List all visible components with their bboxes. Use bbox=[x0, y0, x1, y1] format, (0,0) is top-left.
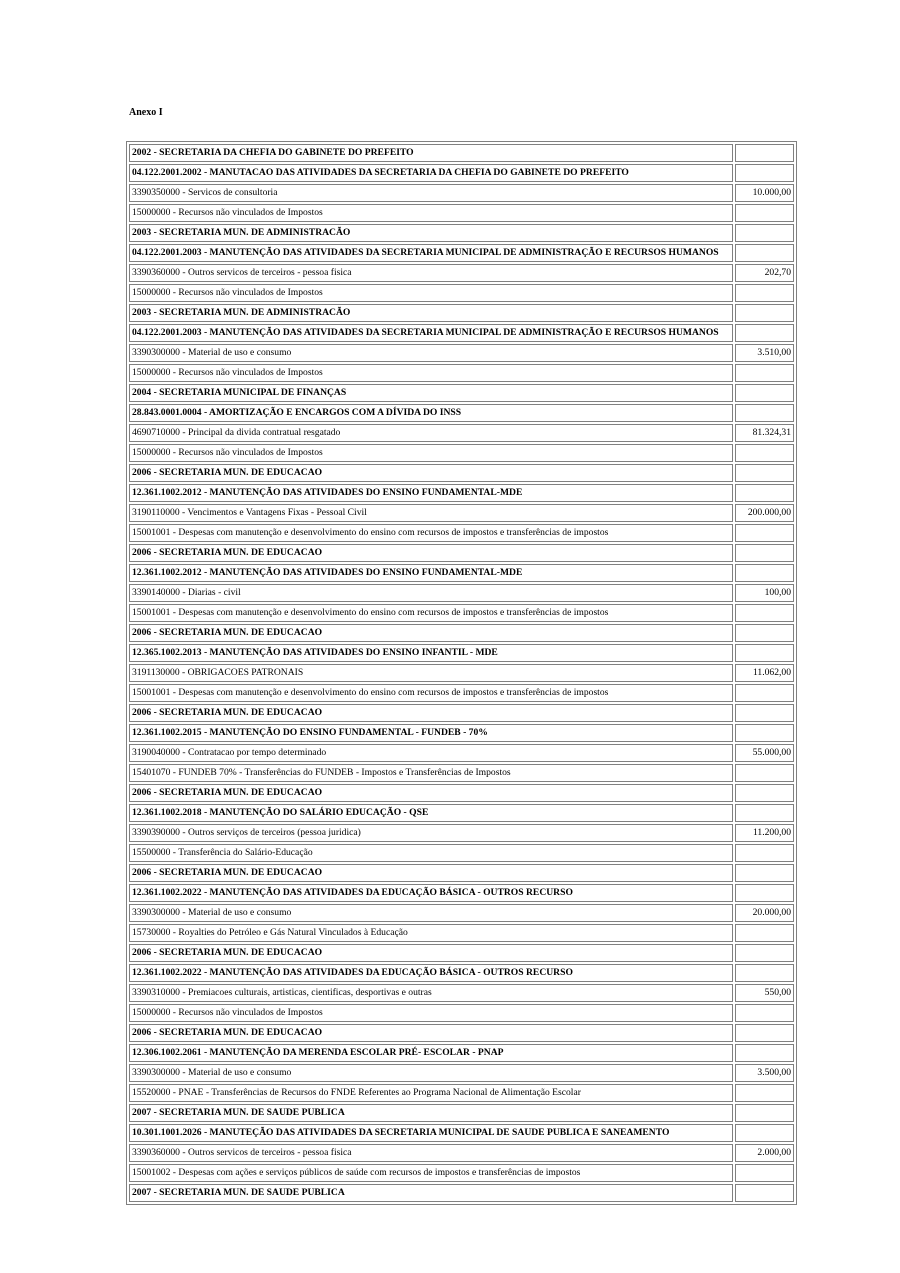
row-description: 3190040000 - Contratacao por tempo determinado bbox=[129, 744, 733, 762]
row-description: 2003 - SECRETARIA MUN. DE ADMINISTRACÃO bbox=[129, 224, 733, 242]
row-amount: 200.000,00 bbox=[735, 504, 794, 522]
row-description: 2006 - SECRETARIA MUN. DE EDUCACAO bbox=[129, 1024, 733, 1042]
row-amount: 20.000,00 bbox=[735, 904, 794, 922]
row-amount bbox=[735, 684, 794, 702]
row-description: 12.361.1002.2018 - MANUTENÇÃO DO SALÁRIO EDUCAÇÃO - QSE bbox=[129, 804, 733, 822]
row-amount: 11.200,00 bbox=[735, 824, 794, 842]
row-description: 2006 - SECRETARIA MUN. DE EDUCACAO bbox=[129, 864, 733, 882]
row-amount: 3.510,00 bbox=[735, 344, 794, 362]
table-row bbox=[129, 1004, 794, 1022]
table-row-header bbox=[129, 464, 794, 482]
row-description: 15520000 - PNAE - Transferências de Recursos do FNDE Referentes ao Programa Nacional de Alimentação Escolar bbox=[129, 1084, 733, 1102]
table-row bbox=[129, 264, 794, 282]
row-description: 3390390000 - Outros serviços de terceiros (pessoa juridica) bbox=[129, 824, 733, 842]
row-amount bbox=[735, 844, 794, 862]
row-description: 15730000 - Royalties do Petróleo e Gás Natural Vinculados à Educação bbox=[129, 924, 733, 942]
table-row-header bbox=[129, 724, 794, 742]
row-amount bbox=[735, 164, 794, 182]
row-amount bbox=[735, 864, 794, 882]
row-amount bbox=[735, 224, 794, 242]
row-amount bbox=[735, 924, 794, 942]
row-amount bbox=[735, 524, 794, 542]
row-description: 3390140000 - Diarias - civil bbox=[129, 584, 733, 602]
table-row bbox=[129, 1064, 794, 1082]
table-row-header bbox=[129, 304, 794, 322]
row-description: 10.301.1001.2026 - MANUTEÇÃO DAS ATIVIDADES DA SECRETARIA MUNICIPAL DE SAUDE PUBLICA E SANEAMENTO bbox=[129, 1124, 733, 1142]
table-row-header bbox=[129, 324, 794, 342]
row-description: 15001002 - Despesas com ações e serviços públicos de saúde com recursos de impostos e transferências de impostos bbox=[129, 1164, 733, 1182]
row-amount bbox=[735, 1044, 794, 1062]
row-description: 3390300000 - Material de uso e consumo bbox=[129, 904, 733, 922]
row-description: 3390360000 - Outros servicos de terceiros - pessoa fisica bbox=[129, 1144, 733, 1162]
table-row-header bbox=[129, 404, 794, 422]
row-amount bbox=[735, 204, 794, 222]
row-amount: 10.000,00 bbox=[735, 184, 794, 202]
row-amount bbox=[735, 784, 794, 802]
table-row bbox=[129, 1164, 794, 1182]
table-row bbox=[129, 504, 794, 522]
row-description: 15000000 - Recursos não vinculados de Impostos bbox=[129, 444, 733, 462]
row-amount bbox=[735, 384, 794, 402]
row-description: 2006 - SECRETARIA MUN. DE EDUCACAO bbox=[129, 784, 733, 802]
table-row bbox=[129, 524, 794, 542]
row-amount bbox=[735, 1024, 794, 1042]
table-row bbox=[129, 1144, 794, 1162]
row-description: 2006 - SECRETARIA MUN. DE EDUCACAO bbox=[129, 624, 733, 642]
row-description: 28.843.0001.0004 - AMORTIZAÇÃO E ENCARGOS COM A DÍVIDA DO INSS bbox=[129, 404, 733, 422]
table-row-header bbox=[129, 484, 794, 502]
row-description: 15000000 - Recursos não vinculados de Impostos bbox=[129, 204, 733, 222]
table-row-header bbox=[129, 244, 794, 262]
row-description: 2006 - SECRETARIA MUN. DE EDUCACAO bbox=[129, 544, 733, 562]
table-row bbox=[129, 824, 794, 842]
row-amount bbox=[735, 544, 794, 562]
table-row bbox=[129, 844, 794, 862]
row-amount bbox=[735, 724, 794, 742]
table-row-header bbox=[129, 1044, 794, 1062]
row-amount: 11.062,00 bbox=[735, 664, 794, 682]
row-amount bbox=[735, 604, 794, 622]
table-row bbox=[129, 904, 794, 922]
table-row bbox=[129, 764, 794, 782]
row-description: 2007 - SECRETARIA MUN. DE SAUDE PUBLICA bbox=[129, 1104, 733, 1122]
table-row bbox=[129, 604, 794, 622]
table-row-header bbox=[129, 1024, 794, 1042]
table-row-header bbox=[129, 224, 794, 242]
row-description: 3390360000 - Outros servicos de terceiros - pessoa fisica bbox=[129, 264, 733, 282]
row-amount bbox=[735, 284, 794, 302]
table-row bbox=[129, 284, 794, 302]
row-description: 2007 - SECRETARIA MUN. DE SAUDE PUBLICA bbox=[129, 1184, 733, 1202]
row-amount bbox=[735, 1164, 794, 1182]
row-description: 2006 - SECRETARIA MUN. DE EDUCACAO bbox=[129, 704, 733, 722]
row-description: 2004 - SECRETARIA MUNICIPAL DE FINANÇAS bbox=[129, 384, 733, 402]
table-row-header bbox=[129, 164, 794, 182]
table-row-header bbox=[129, 864, 794, 882]
row-amount: 100,00 bbox=[735, 584, 794, 602]
row-description: 15001001 - Despesas com manutenção e desenvolvimento do ensino com recursos de impostos e transferências de impostos bbox=[129, 684, 733, 702]
row-amount bbox=[735, 964, 794, 982]
row-amount bbox=[735, 304, 794, 322]
table-row-header bbox=[129, 1104, 794, 1122]
row-description: 12.361.1002.2022 - MANUTENÇÃO DAS ATIVIDADES DA EDUCAÇÃO BÁSICA - OUTROS RECURSO bbox=[129, 884, 733, 902]
row-description: 12.361.1002.2015 - MANUTENÇÃO DO ENSINO FUNDAMENTAL - FUNDEB - 70% bbox=[129, 724, 733, 742]
table-row-header bbox=[129, 964, 794, 982]
row-description: 15500000 - Transferência do Salário-Educação bbox=[129, 844, 733, 862]
row-description: 15000000 - Recursos não vinculados de Impostos bbox=[129, 1004, 733, 1022]
table-row bbox=[129, 584, 794, 602]
table-row bbox=[129, 184, 794, 202]
row-amount bbox=[735, 804, 794, 822]
row-amount bbox=[735, 464, 794, 482]
table-row-header bbox=[129, 784, 794, 802]
row-description: 12.361.1002.2022 - MANUTENÇÃO DAS ATIVIDADES DA EDUCAÇÃO BÁSICA - OUTROS RECURSO bbox=[129, 964, 733, 982]
row-amount bbox=[735, 1184, 794, 1202]
row-description: 04.122.2001.2003 - MANUTENÇÃO DAS ATIVIDADES DA SECRETARIA MUNICIPAL DE ADMINISTRAÇÃO E RECURSOS HUMANOS bbox=[129, 324, 733, 342]
row-description: 04.122.2001.2002 - MANUTACAO DAS ATIVIDADES DA SECRETARIA DA CHEFIA DO GABINETE DO PREFEITO bbox=[129, 164, 733, 182]
row-description: 15001001 - Despesas com manutenção e desenvolvimento do ensino com recursos de impostos e transferências de impostos bbox=[129, 524, 733, 542]
row-amount bbox=[735, 244, 794, 262]
table-row bbox=[129, 444, 794, 462]
row-amount bbox=[735, 144, 794, 162]
table-row bbox=[129, 364, 794, 382]
table-row-header bbox=[129, 944, 794, 962]
table-row-header bbox=[129, 624, 794, 642]
table-row-header bbox=[129, 1184, 794, 1202]
row-description: 15001001 - Despesas com manutenção e desenvolvimento do ensino com recursos de impostos e transferências de impostos bbox=[129, 604, 733, 622]
row-description: 12.361.1002.2012 - MANUTENÇÃO DAS ATIVIDADES DO ENSINO FUNDAMENTAL-MDE bbox=[129, 484, 733, 502]
row-description: 3390300000 - Material de uso e consumo bbox=[129, 1064, 733, 1082]
row-amount: 3.500,00 bbox=[735, 1064, 794, 1082]
table-row bbox=[129, 424, 794, 442]
table-row-header bbox=[129, 884, 794, 902]
table-row bbox=[129, 684, 794, 702]
row-description: 3390310000 - Premiacoes culturais, artisticas, cientificas, desportivas e outras bbox=[129, 984, 733, 1002]
row-amount: 550,00 bbox=[735, 984, 794, 1002]
table-row-header bbox=[129, 544, 794, 562]
row-description: 04.122.2001.2003 - MANUTENÇÃO DAS ATIVIDADES DA SECRETARIA MUNICIPAL DE ADMINISTRAÇÃO E RECURSOS HUMANOS bbox=[129, 244, 733, 262]
row-amount: 81.324,31 bbox=[735, 424, 794, 442]
row-description: 2006 - SECRETARIA MUN. DE EDUCACAO bbox=[129, 464, 733, 482]
row-amount: 2.000,00 bbox=[735, 1144, 794, 1162]
row-description: 4690710000 - Principal da divida contratual resgatado bbox=[129, 424, 733, 442]
row-description: 3191130000 - OBRIGACOES PATRONAIS bbox=[129, 664, 733, 682]
table-row bbox=[129, 744, 794, 762]
row-description: 12.361.1002.2012 - MANUTENÇÃO DAS ATIVIDADES DO ENSINO FUNDAMENTAL-MDE bbox=[129, 564, 733, 582]
row-description: 3390350000 - Servicos de consultoria bbox=[129, 184, 733, 202]
row-amount bbox=[735, 764, 794, 782]
table-row-header bbox=[129, 804, 794, 822]
table-row-header bbox=[129, 644, 794, 662]
row-amount bbox=[735, 624, 794, 642]
budget-table-body bbox=[129, 144, 794, 1202]
row-amount bbox=[735, 1084, 794, 1102]
page-heading: Anexo I bbox=[129, 107, 163, 118]
row-amount bbox=[735, 884, 794, 902]
row-description: 12.365.1002.2013 - MANUTENÇÃO DAS ATIVIDADES DO ENSINO INFANTIL - MDE bbox=[129, 644, 733, 662]
row-description: 15000000 - Recursos não vinculados de Impostos bbox=[129, 364, 733, 382]
row-amount bbox=[735, 1004, 794, 1022]
table-row-header bbox=[129, 1124, 794, 1142]
row-description: 2002 - SECRETARIA DA CHEFIA DO GABINETE DO PREFEITO bbox=[129, 144, 733, 162]
row-amount bbox=[735, 444, 794, 462]
table-row-header bbox=[129, 704, 794, 722]
row-amount bbox=[735, 404, 794, 422]
table-row-header bbox=[129, 384, 794, 402]
row-description: 3190110000 - Vencimentos e Vantagens Fixas - Pessoal Civil bbox=[129, 504, 733, 522]
row-description: 12.306.1002.2061 - MANUTENÇÃO DA MERENDA ESCOLAR PRÉ- ESCOLAR - PNAP bbox=[129, 1044, 733, 1062]
table-row bbox=[129, 664, 794, 682]
table-row bbox=[129, 984, 794, 1002]
row-amount bbox=[735, 484, 794, 502]
row-amount bbox=[735, 1124, 794, 1142]
table-row-header bbox=[129, 564, 794, 582]
table-row-header bbox=[129, 144, 794, 162]
table-row bbox=[129, 204, 794, 222]
row-amount: 55.000,00 bbox=[735, 744, 794, 762]
row-amount bbox=[735, 364, 794, 382]
row-description: 15401070 - FUNDEB 70% - Transferências do FUNDEB - Impostos e Transferências de Impostos bbox=[129, 764, 733, 782]
table-row bbox=[129, 344, 794, 362]
budget-table bbox=[126, 141, 797, 1205]
row-amount bbox=[735, 644, 794, 662]
row-description: 2003 - SECRETARIA MUN. DE ADMINISTRACÃO bbox=[129, 304, 733, 322]
row-amount bbox=[735, 324, 794, 342]
row-amount bbox=[735, 704, 794, 722]
row-amount bbox=[735, 564, 794, 582]
table-row bbox=[129, 924, 794, 942]
row-description: 3390300000 - Material de uso e consumo bbox=[129, 344, 733, 362]
row-amount bbox=[735, 1104, 794, 1122]
row-description: 2006 - SECRETARIA MUN. DE EDUCACAO bbox=[129, 944, 733, 962]
row-description: 15000000 - Recursos não vinculados de Impostos bbox=[129, 284, 733, 302]
row-amount: 202,70 bbox=[735, 264, 794, 282]
row-amount bbox=[735, 944, 794, 962]
table-row bbox=[129, 1084, 794, 1102]
